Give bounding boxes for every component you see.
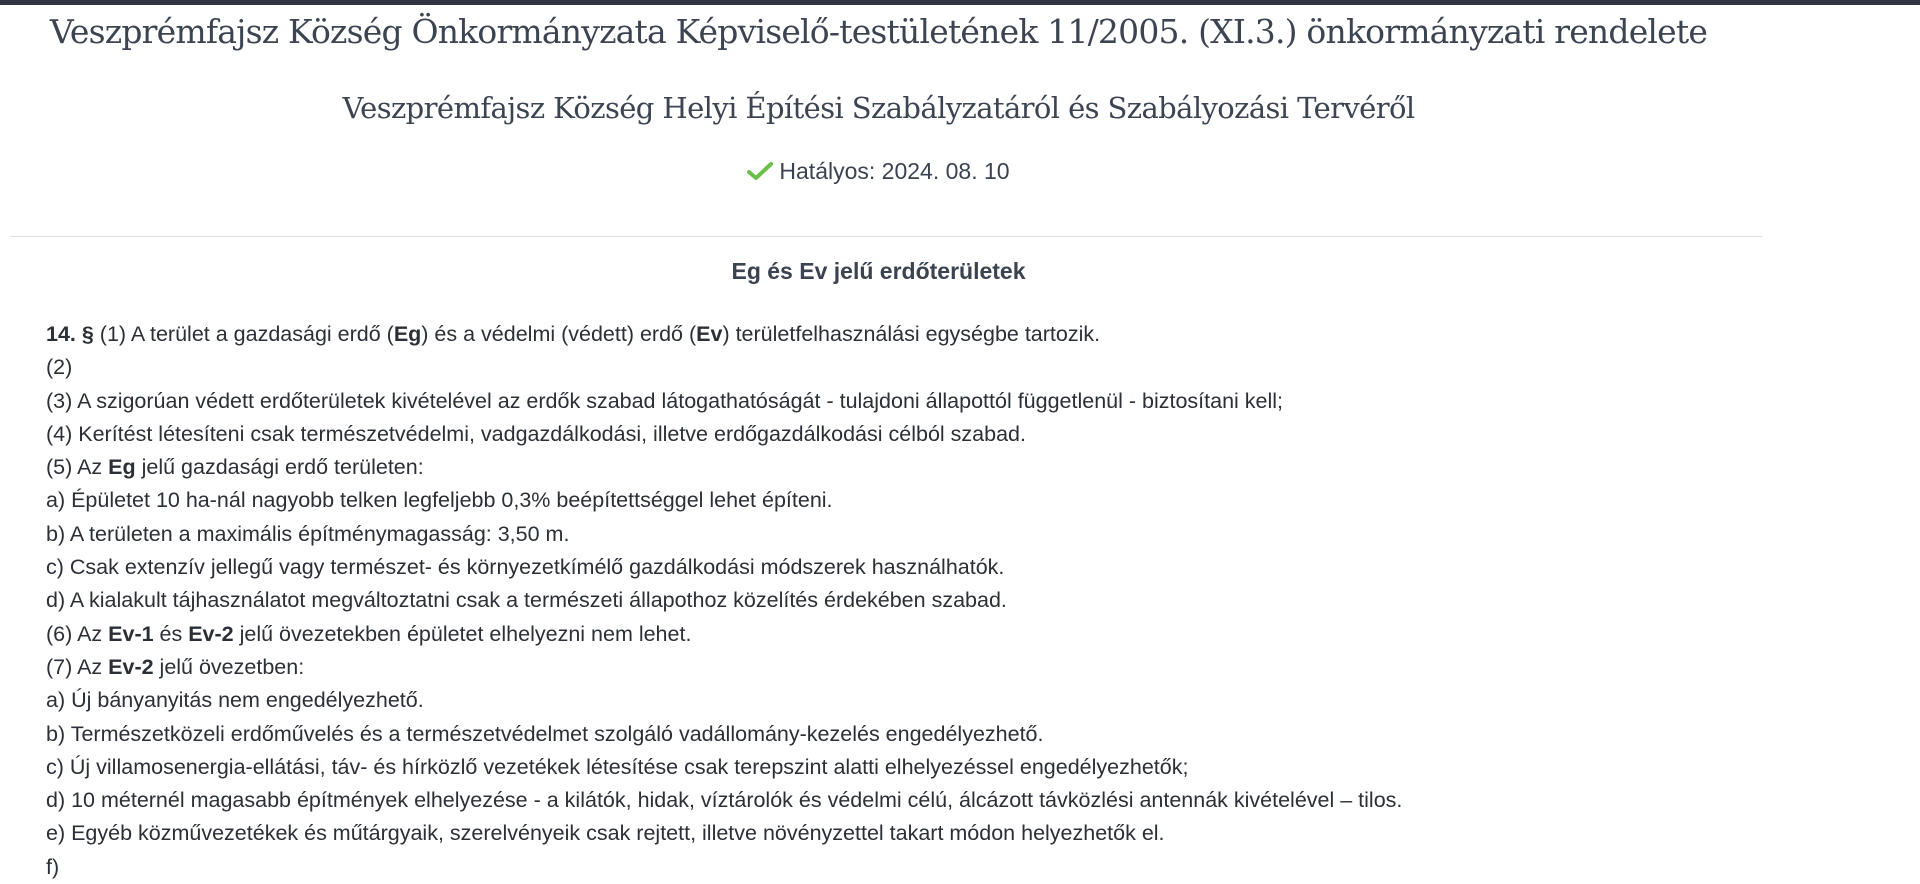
paragraph-line: d) A kialakult tájhasználatot megváltoztatni csak a természeti állapothoz közelítés érdekében szabad.: [46, 588, 1007, 613]
paragraph-line: a) Épületet 10 ha-nál nagyobb telken legfeljebb 0,3% beépítettséggel lehet építeni.: [46, 488, 833, 513]
paragraph-line: a) Új bányanyitás nem engedélyezhető.: [46, 688, 424, 713]
paragraph-line: c) Csak extenzív jellegű vagy természet- és környezetkímélő gazdálkodási módszerek használhatók.: [46, 555, 1005, 580]
paragraph-line: e) Egyéb közművezetékek és műtárgyaik, szerelvényeik csak rejtett, illetve növényzettel takart módon helyezhetők el.: [46, 821, 1165, 846]
section-number: 14. §: [46, 322, 94, 346]
divider: [10, 236, 1762, 237]
status-text: Hatályos: 2024. 08. 10: [779, 158, 1010, 184]
status-line: [0, 158, 1757, 185]
document-title: Veszprémfajsz Község Önkormányzata Képviselő-testületének 11/2005. (XI.3.) önkormányzati rendelete: [49, 12, 1708, 51]
top-bar: [0, 0, 1920, 5]
section-body: [46, 318, 1896, 884]
check-icon: [747, 161, 773, 181]
paragraph-line: (4) Kerítést létesíteni csak természetvédelmi, vadgazdálkodási, illetve erdőgazdálkodási célból szabad.: [46, 421, 1026, 446]
paragraph-line: (5) Az Eg jelű gazdasági erdő területen:: [46, 455, 424, 480]
paragraph-line: (2): [46, 355, 73, 380]
paragraph-line: b) Természetközeli erdőművelés és a természetvédelmet szolgáló vadállomány-kezelés engedélyezhető.: [46, 721, 1044, 746]
paragraph-line: (3) A szigorúan védett erdőterületek kivételével az erdők szabad látogathatóságát - tulajdoni állapottól függetlenül - biztosítani kell;: [46, 388, 1284, 413]
paragraph-line: d) 10 méternél magasabb építmények elhelyezése - a kilátók, hidak, víztárolók és védelmi célú, álcázott távközlési antennák kivételével – tilos.: [46, 788, 1403, 813]
paragraph-line: b) A területen a maximális építménymagasság: 3,50 m.: [46, 521, 570, 546]
section-heading: Eg és Ev jelű erdőterületek: [731, 258, 1026, 284]
paragraph-line: (7) Az Ev-2 jelű övezetben:: [46, 654, 305, 679]
paragraph-line: (6) Az Ev-1 és Ev-2 jelű övezetekben épületet elhelyezni nem lehet.: [46, 621, 692, 646]
paragraph-line: c) Új villamosenergia-ellátási, táv- és hírközlő vezetékek létesítése csak terepszint alatti elhelyezéssel engedélyezhetők;: [46, 754, 1189, 779]
paragraph-line: 14. § (1) A terület a gazdasági erdő (Eg) és a védelmi (védett) erdő (Ev) területfelhasználási egységbe tartozik.: [46, 322, 1101, 346]
paragraph-line: f): [46, 854, 60, 879]
document-subtitle: Veszprémfajsz Község Helyi Építési Szabályzatáról és Szabályozási Tervéről: [342, 91, 1415, 125]
